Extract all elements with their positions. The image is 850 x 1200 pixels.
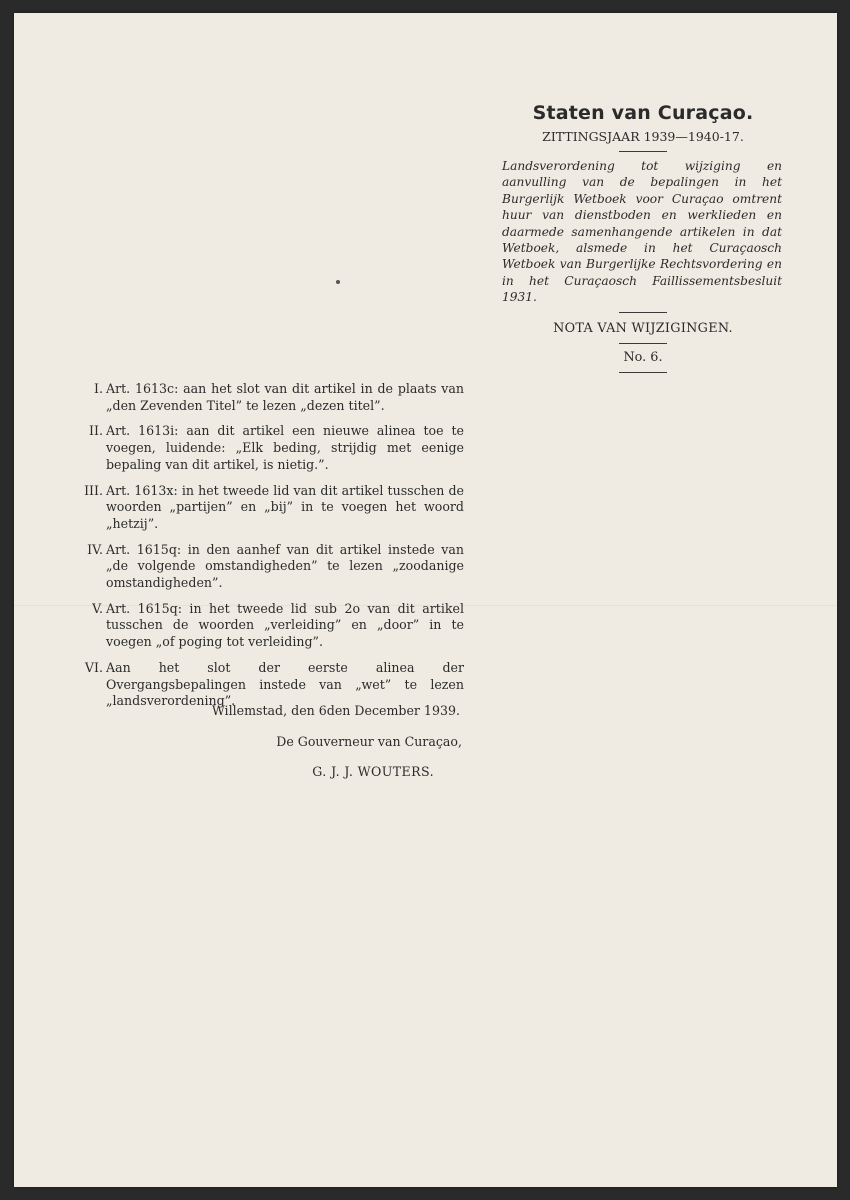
divider bbox=[619, 372, 667, 373]
ordinance-summary: Landsverordening tot wijziging en aanvulling van de bepalingen in het Burgerlijk Wetboek voor Curaçao omtrent huur van dienstboden en werklieden en daarmede samenhangende artikelen in dat Wetboek, alsmede in het Curaçaosch Wetboek van Burgerlijke Rechtsvordering en in het Curaçaosch Faillissementsbesluit 1931. bbox=[502, 159, 782, 305]
document-header bbox=[498, 101, 788, 379]
governor-title: De Gouverneur van Curaçao, bbox=[276, 733, 462, 749]
amendment-numeral: II. bbox=[89, 423, 103, 439]
amendment-item bbox=[78, 601, 464, 651]
paper-speck bbox=[336, 280, 340, 284]
governor-signature: G. J. J. WOUTERS. bbox=[312, 764, 434, 780]
amendment-item bbox=[78, 483, 464, 533]
divider bbox=[619, 312, 667, 313]
amendment-list bbox=[78, 381, 464, 719]
amendment-text: Art. 1613c: aan het slot van dit artikel in de plaats van „den Zevenden Titel” te lezen „dezen titel”. bbox=[106, 381, 464, 413]
amendment-numeral: VI. bbox=[84, 659, 103, 675]
session-year: ZITTINGSJAAR 1939—1940-17. bbox=[542, 129, 744, 144]
amendment-numeral: IV. bbox=[87, 541, 103, 557]
amendment-text: Art. 1615q: in het tweede lid sub 2o van dit artikel tusschen de woorden „verleiding” en „door” in te voegen „of poging tot verleiding”. bbox=[106, 600, 464, 650]
amendment-text: Art. 1613i: aan dit artikel een nieuwe alinea toe te voegen, luidende: „Elk beding, strijdig met eenige bepaling van dit artikel, is nietig.”. bbox=[106, 423, 464, 472]
divider bbox=[619, 151, 667, 152]
nota-heading: NOTA VAN WIJZIGINGEN. bbox=[553, 320, 733, 336]
divider bbox=[619, 343, 667, 344]
closing-block bbox=[78, 703, 470, 781]
amendment-item bbox=[78, 423, 464, 473]
amendment-text: Art. 1613x: in het tweede lid van dit artikel tusschen de woorden „partijen” en „bij” in te voegen het woord „hetzij”. bbox=[106, 482, 464, 531]
document-title: Staten van Curaçao. bbox=[532, 102, 754, 124]
amendment-text: Aan het slot der eerste alinea der Overgangsbepalingen instede van „wet” te lezen „landsverordening”. bbox=[106, 659, 464, 709]
amendment-numeral: III. bbox=[84, 482, 103, 498]
amendment-numeral: V. bbox=[92, 600, 103, 616]
document-number: No. 6. bbox=[623, 349, 663, 365]
place-and-date: Willemstad, den 6den December 1939. bbox=[211, 703, 460, 718]
amendment-numeral: I. bbox=[94, 381, 103, 396]
amendment-text: Art. 1615q: in den aanhef van dit artikel instede van „de volgende omstandigheden” te lezen „zoodanige omstandigheden”. bbox=[106, 541, 464, 591]
amendment-item bbox=[78, 381, 464, 414]
document-page bbox=[14, 13, 837, 1187]
amendment-item bbox=[78, 542, 464, 592]
